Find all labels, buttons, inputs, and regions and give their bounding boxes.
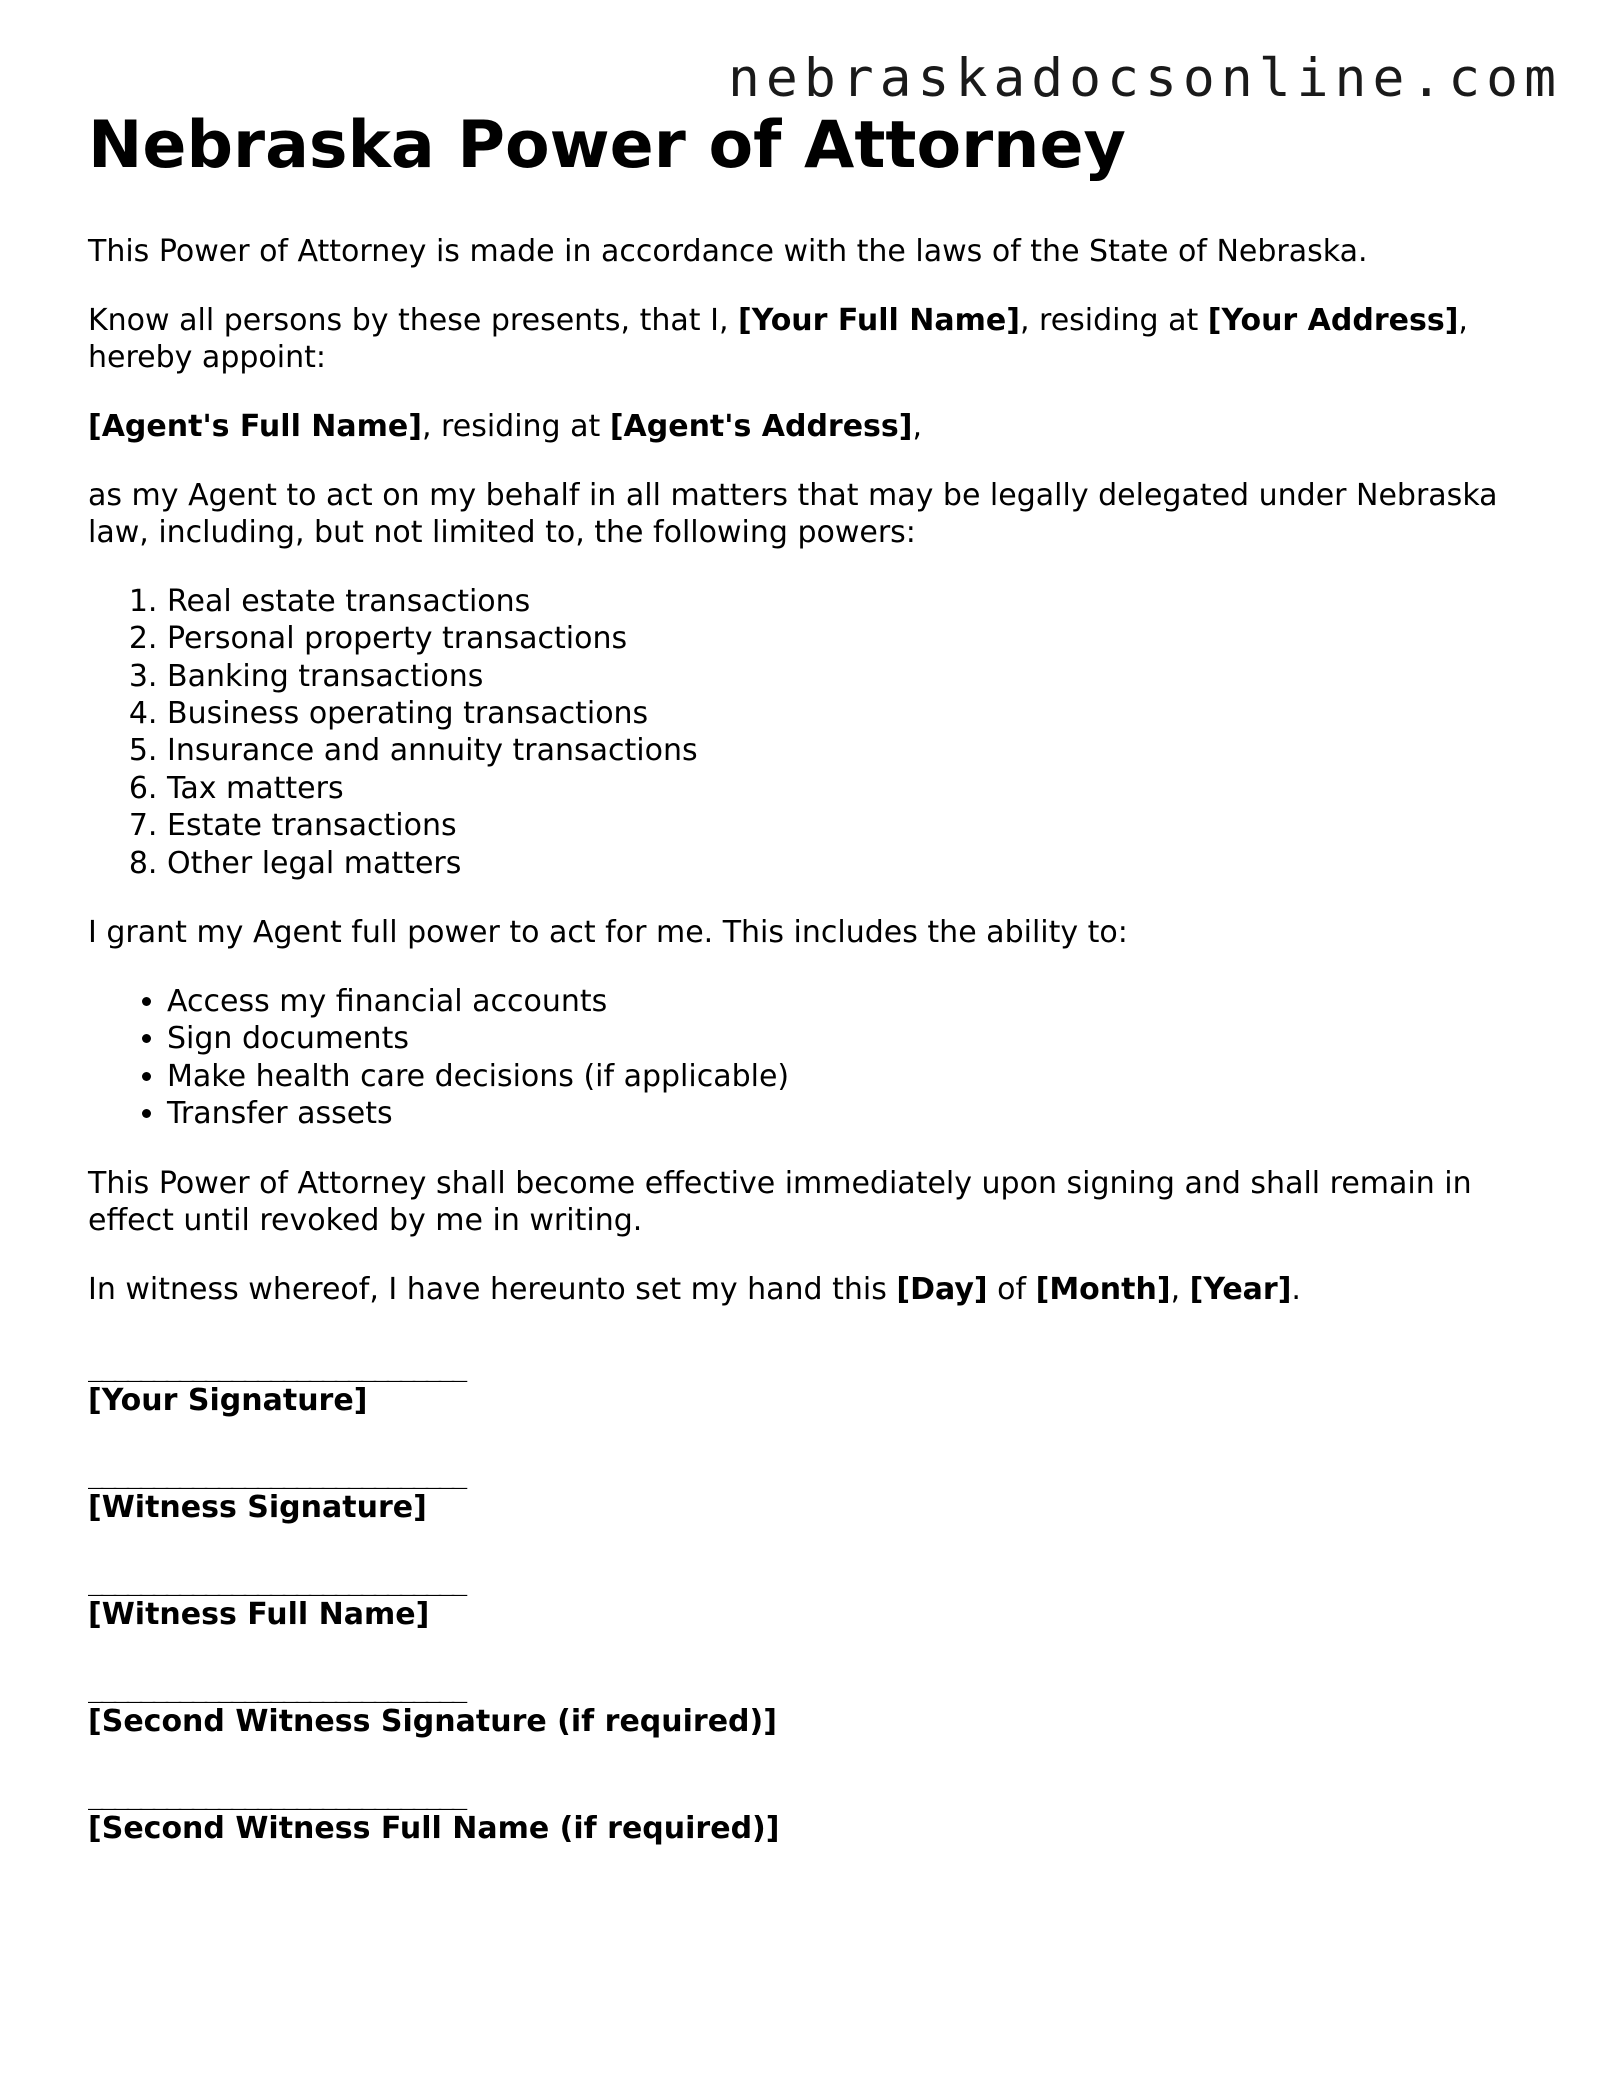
site-watermark: nebraskadocsonline.com [728,48,1562,109]
principal-middle: , residing at [1019,302,1208,338]
signature-block-second-witness-signature [88,1673,1528,1740]
abilities-list-item: • Sign documents [167,1020,1528,1057]
principal-paragraph [88,302,1528,376]
document-title: Nebraska Power of Attorney [88,108,1126,183]
witness-of: of [987,1271,1036,1307]
signature-block-witness-name [88,1566,1528,1633]
signature-line: _____________________________ [88,1779,465,1810]
powers-list [88,583,1528,882]
powers-list-item: 7. Estate transactions [167,807,1528,844]
intro-paragraph: This Power of Attorney is made in accordance with the laws of the State of Nebraska. [88,233,1368,269]
powers-list-item: 1. Real estate transactions [167,583,1528,620]
signature-label: [Second Witness Full Name (if required)] [88,1810,780,1846]
witness-comma: , [1170,1271,1190,1307]
abilities-list-item: • Access my financial accounts [167,983,1528,1020]
signature-line: _____________________________ [88,1458,465,1489]
agent-address-placeholder: [Agent's Address] [609,408,913,444]
agent-suffix: , [912,408,923,444]
grant-paragraph: I grant my Agent full power to act for me. This includes the ability to: [88,915,1128,951]
signature-line: _____________________________ [88,1672,465,1703]
principal-address-placeholder: [Your Address] [1207,302,1459,338]
agent-middle: , residing at [421,408,610,444]
principal-prefix: Know all persons by these presents, that I, [88,302,739,338]
abilities-list-item: • Make health care decisions (if applicable) [167,1058,1528,1095]
principal-name-placeholder: [Your Full Name] [738,302,1020,338]
effective-paragraph: This Power of Attorney shall become effective immediately upon signing and shall remain in effect until revoked by me in writing. [88,1165,1472,1238]
signature-block-your-signature [88,1352,1528,1419]
signature-block-witness-signature [88,1459,1528,1526]
powers-list-item: 2. Personal property transactions [167,620,1528,657]
powers-list-item: 8. Other legal matters [167,845,1528,882]
agent-name-placeholder: [Agent's Full Name] [88,408,422,444]
powers-list-item: 6. Tax matters [167,770,1528,807]
agent-paragraph [88,408,1528,445]
witness-prefix: In witness whereof, I have hereunto set my hand this [88,1271,897,1307]
signature-block-second-witness-name [88,1780,1528,1847]
abilities-list [88,983,1528,1133]
signature-label: [Your Signature] [88,1382,368,1418]
principal-suffix: , hereby appoint: [88,302,1468,375]
document-page [88,110,1528,1847]
signature-label: [Witness Signature] [88,1489,427,1525]
as-agent-paragraph: as my Agent to act on my behalf in all matters that may be legally delegated under Nebraska law, including, but not limited to, the following powers: [88,477,1498,550]
day-placeholder: [Day] [896,1271,988,1307]
year-placeholder: [Year] [1189,1271,1292,1307]
abilities-list-item: • Transfer assets [167,1095,1528,1132]
witness-period: . [1291,1271,1301,1307]
powers-list-item: 3. Banking transactions [167,658,1528,695]
signature-label: [Witness Full Name] [88,1596,430,1632]
signature-label: [Second Witness Signature (if required)] [88,1703,777,1739]
powers-list-item: 4. Business operating transactions [167,695,1528,732]
witness-paragraph [88,1271,1528,1308]
powers-list-item: 5. Insurance and annuity transactions [167,732,1528,769]
signature-line: _____________________________ [88,1565,465,1596]
month-placeholder: [Month] [1035,1271,1171,1307]
signature-line: _____________________________ [88,1351,465,1382]
